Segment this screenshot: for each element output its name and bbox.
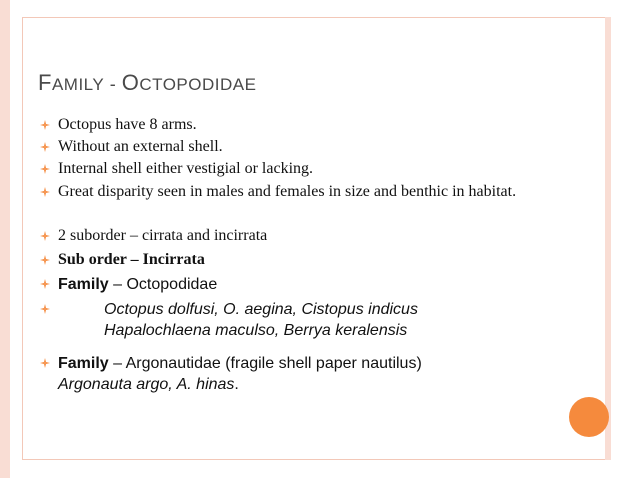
four-petal-bullet-icon (40, 142, 50, 152)
four-petal-bullet-icon (40, 164, 50, 174)
four-petal-bullet-icon (40, 187, 50, 197)
bullet-item (40, 115, 570, 137)
frame-left-border (22, 17, 23, 460)
orange-circle-decoration (569, 397, 609, 437)
bullet-text: 2 suborder – cirrata and incirrata (58, 227, 268, 244)
family-value: – Argonautidae (fragile shell paper nautilus) (108, 355, 422, 372)
slide-title (38, 70, 256, 96)
bullet-text-bold: Sub order – Incirrata (58, 251, 205, 268)
bullet-text: Octopus have 8 arms. (58, 116, 197, 133)
frame-top-border (22, 17, 606, 18)
four-petal-bullet-icon (40, 358, 50, 368)
bullet-item (40, 274, 570, 299)
four-petal-bullet-icon (40, 255, 50, 265)
title-separator: - (104, 74, 122, 94)
four-petal-bullet-icon (40, 279, 50, 289)
family-value: – Octopodidae (108, 276, 218, 293)
bullet-item (40, 182, 570, 226)
title-initial-o: O (121, 70, 140, 95)
title-initial-f: F (38, 70, 52, 95)
bullet-item (40, 250, 570, 274)
family-label: Family (58, 276, 109, 293)
family-label: Family (58, 355, 109, 372)
frame-bottom-border (22, 459, 606, 460)
bullet-item (40, 353, 570, 397)
left-accent-bar (0, 0, 10, 478)
title-word-ctopodidae: CTOPODIDAE (139, 75, 257, 94)
bullet-text: Without an external shell. (58, 138, 223, 155)
bullet-item (40, 137, 570, 159)
four-petal-bullet-icon (40, 231, 50, 241)
title-word-amily: AMILY (51, 75, 105, 94)
bullet-text: Internal shell either vestigial or lacking. (58, 160, 314, 177)
four-petal-bullet-icon (40, 304, 50, 314)
right-accent-bar (605, 17, 611, 460)
bullet-item (40, 159, 570, 182)
species-line-2: Hapalochlaena maculso, Berrya keralensis (104, 322, 408, 339)
bullet-item (40, 226, 570, 250)
four-petal-bullet-icon (40, 120, 50, 130)
species-text: Argonauta argo, A. hinas (58, 376, 235, 393)
bullet-item (40, 299, 570, 353)
bullet-text: Great disparity seen in males and females in size and benthic in habitat. (58, 183, 517, 200)
species-line-1: Octopus dolfusi, O. aegina, Cistopus indicus (104, 301, 418, 318)
trailing-period: . (234, 376, 239, 393)
bullet-list (40, 115, 570, 397)
